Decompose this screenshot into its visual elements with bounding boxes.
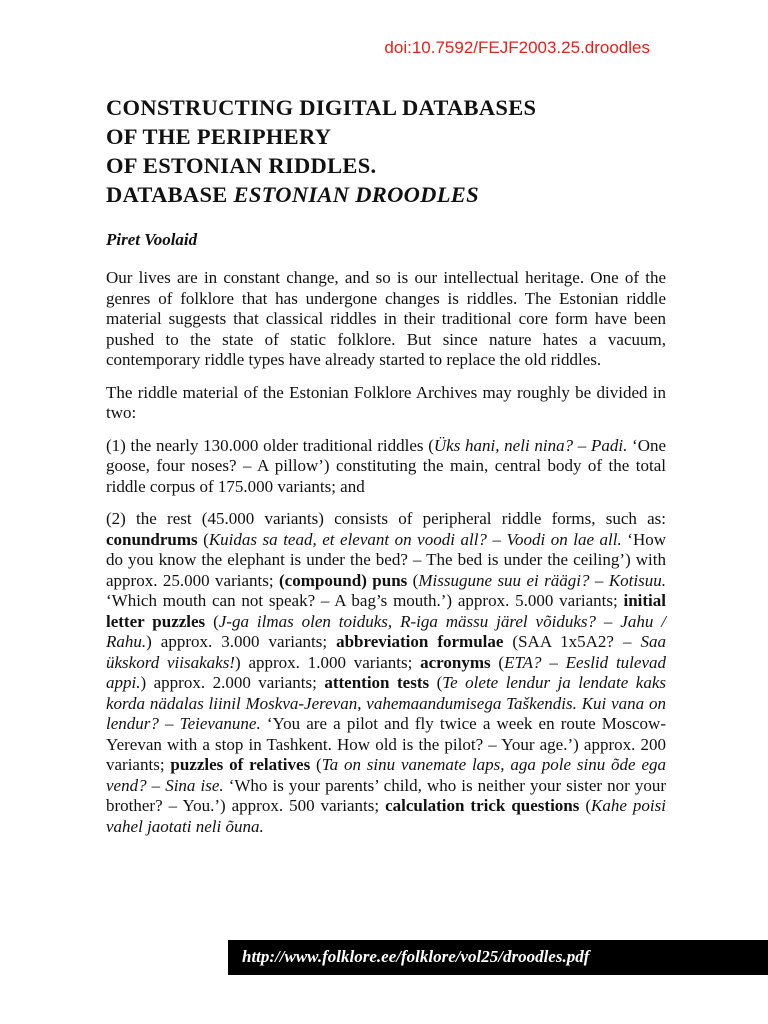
p4-text: (	[197, 529, 209, 549]
p4-text: (	[490, 652, 505, 672]
p4-text: ) approx. 3.000 variants;	[146, 632, 337, 651]
term-acronyms: acronyms	[420, 652, 491, 672]
p4-text: (	[579, 796, 592, 815]
author-name: Piret Voolaid	[106, 230, 198, 249]
p4-text: (SAA 1x5A2? –	[503, 632, 641, 651]
term-abbreviation-formulae: abbreviation formulae	[336, 632, 504, 651]
title-line-3: OF ESTONIAN RIDDLES.	[106, 153, 377, 178]
p4-text: (	[407, 570, 419, 590]
doi-link[interactable]: doi:10.7592/FEJF2003.25.droodles	[384, 38, 650, 57]
example-acronym: ETA? – Eeslid tulevad appi.	[106, 652, 666, 692]
example-attention-test: Te olete lendur ja lendate kaks korda nädalas liinil Moskva-Jerevan, vahemaandumisega Taškendis. Kui vana on lendur? – Teievanune.	[106, 673, 667, 733]
term-calculation-trick-questions: calculation trick questions	[385, 796, 580, 815]
p4-text: ) approx. 1.000 variants;	[234, 652, 421, 672]
term-conundrums: conundrums	[106, 529, 198, 549]
p4-text: ‘How do you know the elephant is under the bed? – The bed is under the ceiling’) with approx. 25.000 variants;	[106, 529, 666, 590]
paragraph-1: Our lives are in constant change, and so is our intellectual heritage. One of the genres of folklore that has undergone changes is riddles. The Estonian riddle material suggests that classical riddles in their traditional core form have been pushed to the state of static folklore. But since nature hates a vacuum, contemporary riddle types have already started to replace the old riddles.	[106, 268, 666, 369]
source-url-link[interactable]: http://www.folklore.ee/folklore/vol25/droodles.pdf	[242, 947, 590, 966]
p4-text: (	[205, 611, 219, 631]
term-initial-letter-puzzles: initial letter puzzles	[106, 591, 666, 631]
source-url-banner	[228, 940, 768, 975]
p4-text: (	[429, 673, 443, 692]
example-relatives: Ta on sinu vanemate laps, aga pole sinu õde ega vend? – Sina ise.	[106, 755, 666, 795]
example-letter-puzzle: J-ga ilmas olen toiduks, R-iga mässu järel võiduks? – Jahu / Rahu.	[106, 611, 666, 651]
p4-text: ) approx. 2.000 variants;	[140, 673, 325, 692]
example-conundrum: Kuidas sa tead, et elevant on voodi all? – Voodi on lae all.	[208, 529, 622, 549]
p4-text: ‘Which mouth can not speak? – A bag’s mouth.’) approx. 5.000 variants;	[106, 591, 624, 610]
p4-text: ‘Who is your parents’ child, who is neither your sister nor your brother? – You.’) approx. 500 variants;	[106, 775, 666, 815]
p3-text: (1) the nearly 130.000 older traditional riddles (	[106, 435, 434, 455]
paragraph-2: The riddle material of the Estonian Folklore Archives may roughly be divided in two:	[106, 382, 666, 422]
article-body	[106, 268, 666, 849]
term-compound-puns: (compound) puns	[279, 570, 408, 590]
p4-text: (2) the rest (45.000 variants) consists of peripheral riddle forms, such as:	[106, 509, 666, 528]
p4-text: ‘You are a pilot and fly twice a week en route Moscow-Yerevan with a stop in Tashkent. How old is the pilot? – Your age.’) approx. 200 variants;	[106, 714, 666, 774]
p3-italic: Üks hani, neli nina? – Padi.	[433, 435, 628, 455]
title-line-1: CONSTRUCTING DIGITAL DATABASES	[106, 95, 537, 120]
paragraph-4	[106, 509, 666, 837]
title-line-2: OF THE PERIPHERY	[106, 124, 332, 149]
article-title	[106, 93, 706, 209]
example-abbreviation: Saa ükskord viisakaks!	[106, 632, 666, 672]
term-attention-tests: attention tests	[324, 673, 430, 692]
title-line-4-prefix: DATABASE	[106, 182, 228, 207]
title-line-4-italic: ESTONIAN DROODLES	[233, 182, 479, 207]
paragraph-3	[106, 436, 666, 498]
example-pun: Missugune suu ei räägi? – Kotisuu.	[418, 570, 666, 590]
p4-text: (	[310, 755, 322, 774]
term-puzzles-of-relatives: puzzles of relatives	[170, 755, 311, 774]
example-calculation: Kahe poisi vahel jaotati neli õuna.	[106, 796, 666, 836]
p3-text: ‘One goose, four noses? – A pillow’) constituting the main, central body of the total riddle corpus of 175.000 variants; and	[106, 435, 667, 496]
